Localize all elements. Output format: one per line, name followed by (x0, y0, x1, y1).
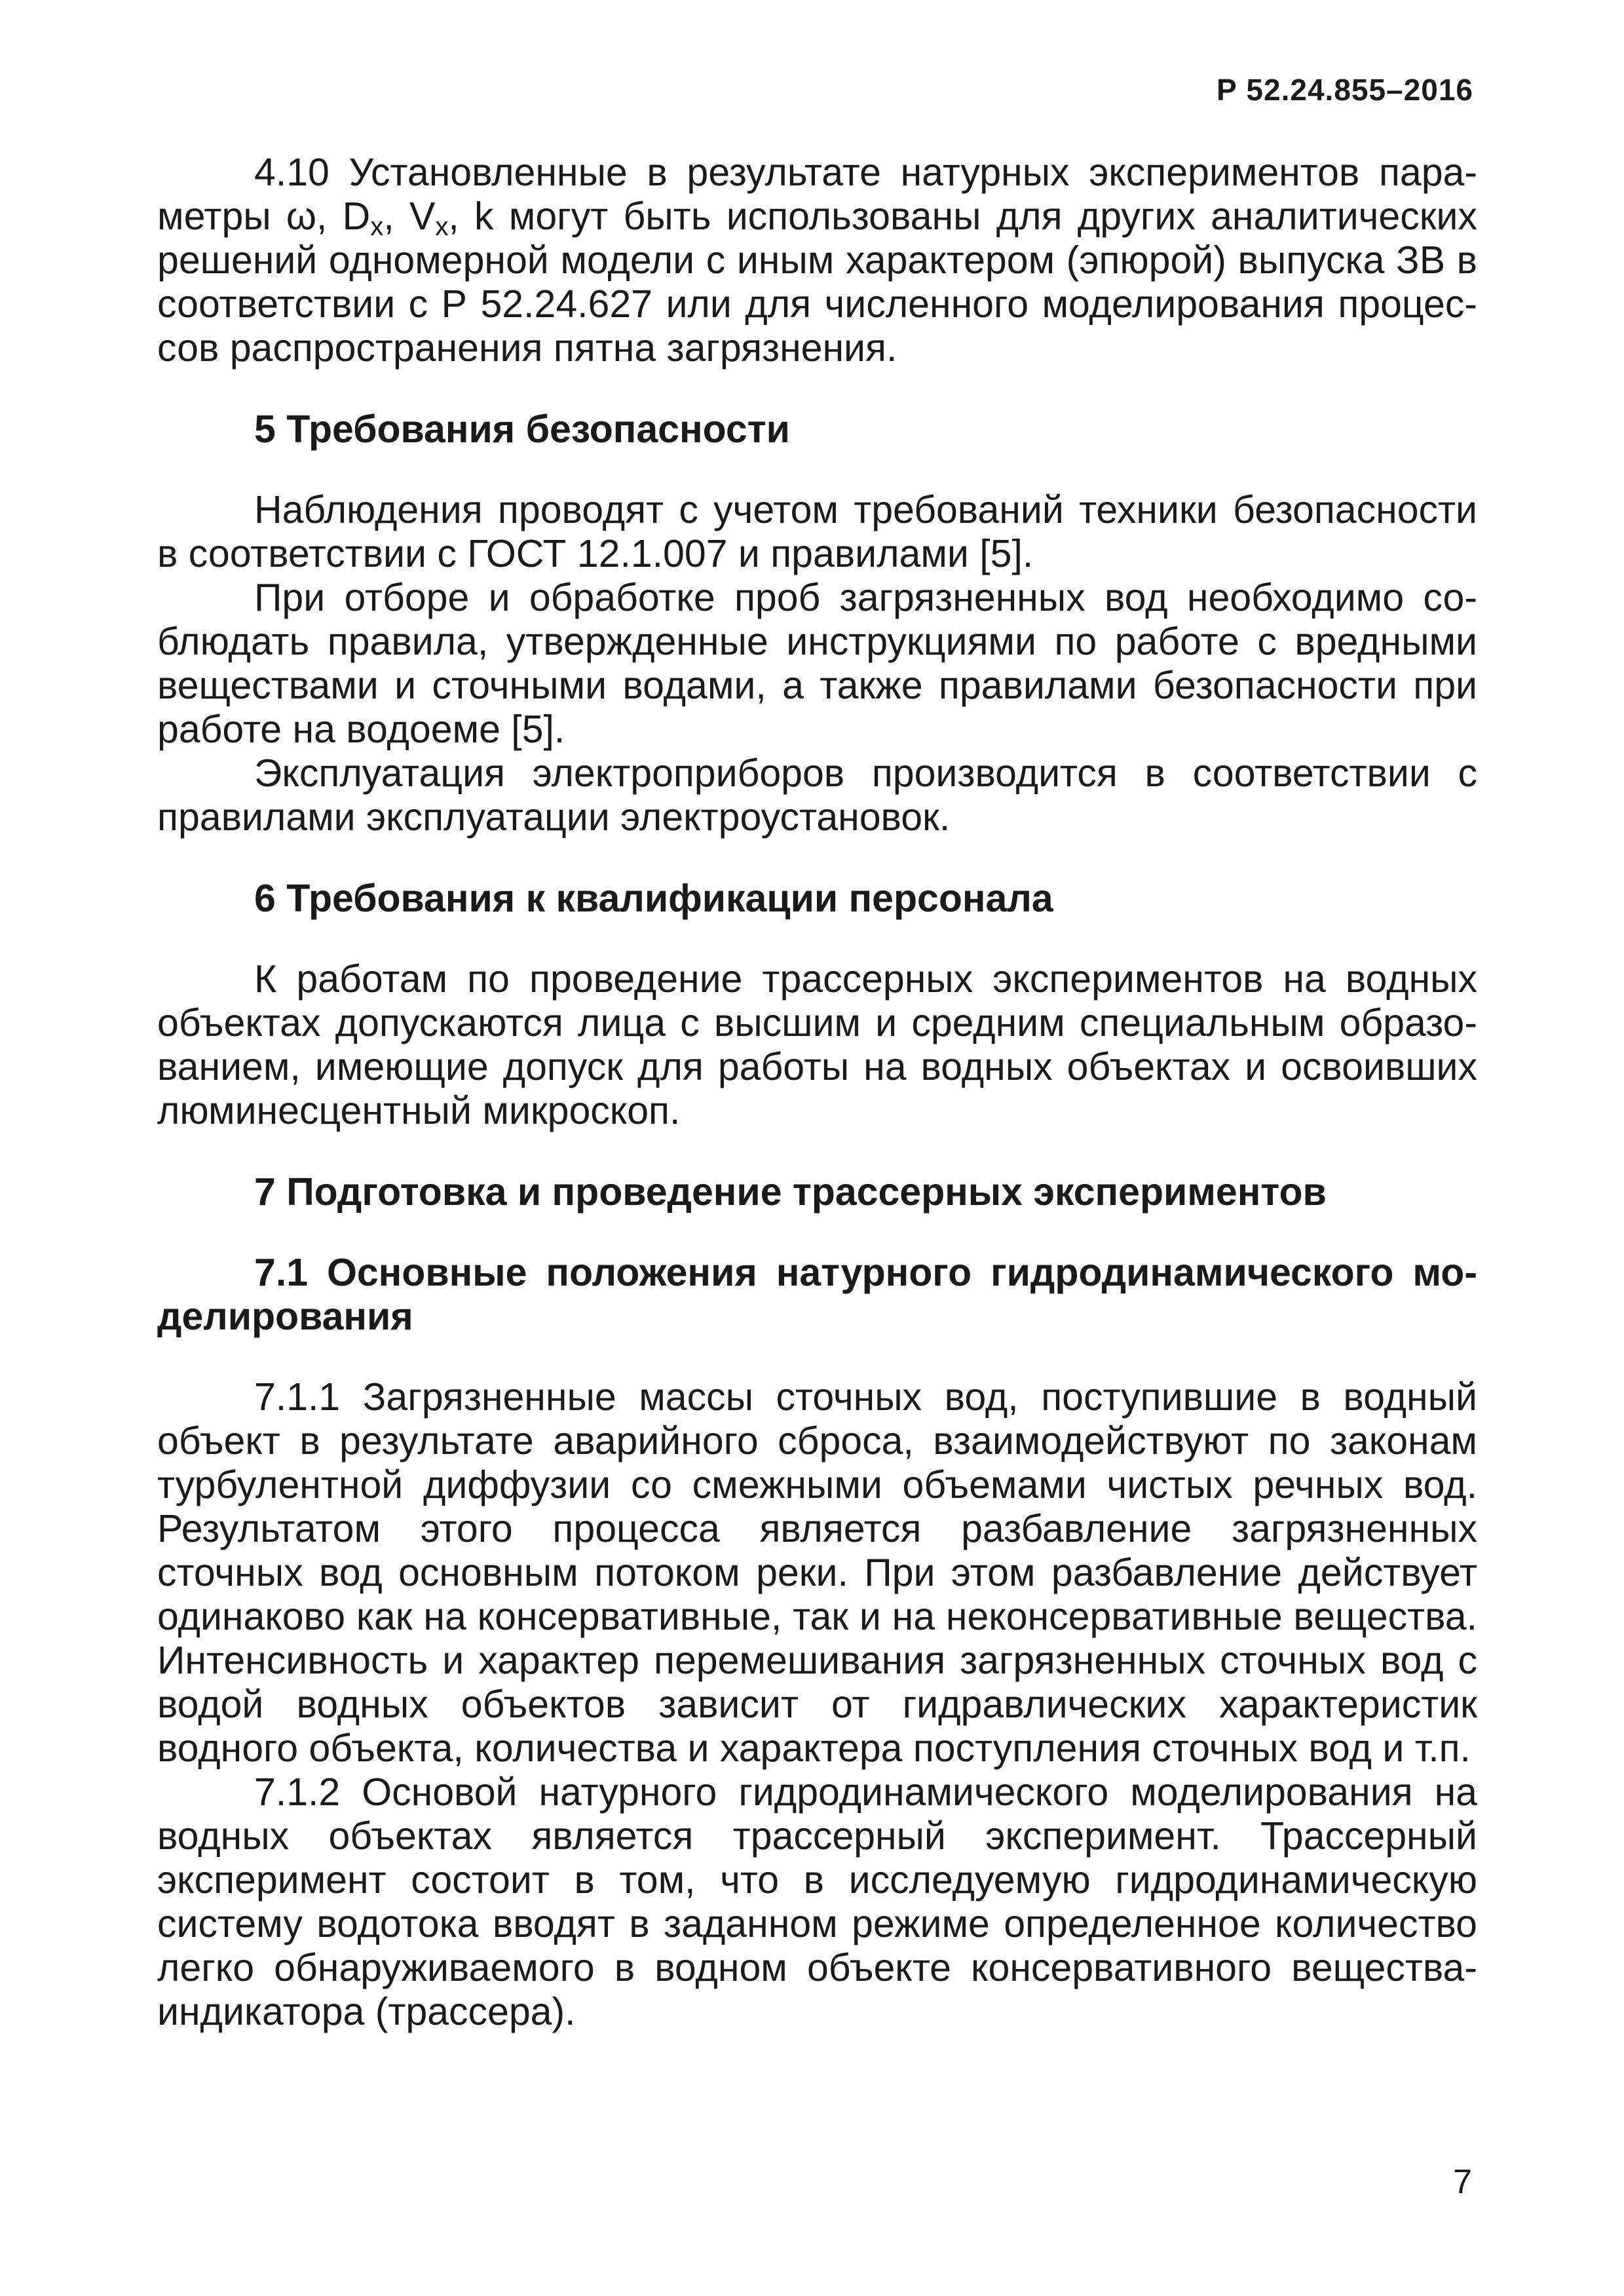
subsection-7-1-heading: 7.1 Основные положения натурного гидродинамического моделирования (157, 1251, 1477, 1338)
section-5-paragraph-2: При отборе и обработке проб загрязненных вод необходимо соблюдать правила, утвержденные инструкциями по работе с вредными веществами и сточными водами, а также правилами безопасности при работе на водоеме [5]. (157, 576, 1477, 751)
section-6-heading: 6 Требования к квалификации персонала (254, 877, 1053, 920)
omega-symbol: ω (286, 195, 316, 238)
section-5-paragraph-3: Эксплуатация электроприборов производится в соответствии с правилами эксплуатации электроустановок. (157, 752, 1477, 839)
section-5-heading: 5 Требования безопасности (254, 408, 790, 451)
vx-subscript: x (435, 211, 449, 241)
paragraph-4-10 (157, 151, 1477, 370)
paragraph-7-1-2: 7.1.2 Основой натурного гидродинамического моделирования на водных объектах является трассерный эксперимент. Трассерный эксперимент состоит в том, что в исследуемую гидродинамическую систему водотока вводят в заданном режиме определенное количество легко обнаруживаемого в водном объекте консервативного вещества-индикатора (трассера). (157, 1770, 1477, 2033)
vx-symbol: , V (383, 195, 436, 238)
section-5-paragraph-1: Наблюдения проводят с учетом требований техники безопасности в соответствии с ГОСТ 12.1.007 и правилами [5]. (157, 488, 1477, 575)
dx-symbol: , D (316, 195, 371, 238)
document-code-header: Р 52.24.855–2016 (1216, 73, 1473, 107)
dx-subscript: x (370, 211, 384, 241)
document-body (157, 151, 1477, 2034)
section-7-heading: 7 Подготовка и проведение трассерных экспериментов (254, 1170, 1327, 1214)
page-number: 7 (1453, 2163, 1472, 2201)
paragraph-7-1-1: 7.1.1 Загрязненные массы сточных вод, поступившие в водный объект в результате аварийного сброса, взаимодействуют по законам турбулентной диффузии со смежными объемами чистых речных вод. Результатом этого процесса является разбавление загрязненных сточных вод основным потоком реки. При этом разбавление действует одинаково как на консервативные, так и на неконсервативные вещества. Интенсивность и характер перемешивания загрязненных сточных вод с водой водных объектов зависит от гидравлических характеристик водного объекта, количества и характера поступления сточных вод и т.п. (157, 1375, 1477, 1770)
section-6-paragraph-1: К работам по проведение трассерных экспериментов на водных объектах допускаются лица с высшим и средним специальным образованием, имеющие допуск для работы на водных объектах и освоивших люминесцентный микроскоп. (157, 957, 1477, 1132)
paragraph-4-10-text-end: , k могут быть использованы для других аналитических решений одномерной модели с иным характером (эпюрой) выпуска ЗВ в соответствии с Р 52.24.627 или для численного моделирования процессов распространения пятна загрязнения. (157, 195, 1477, 370)
paragraph-4-10-text-start: 4.10 Установленные в результате натурных экспериментов параметры (157, 151, 1477, 238)
